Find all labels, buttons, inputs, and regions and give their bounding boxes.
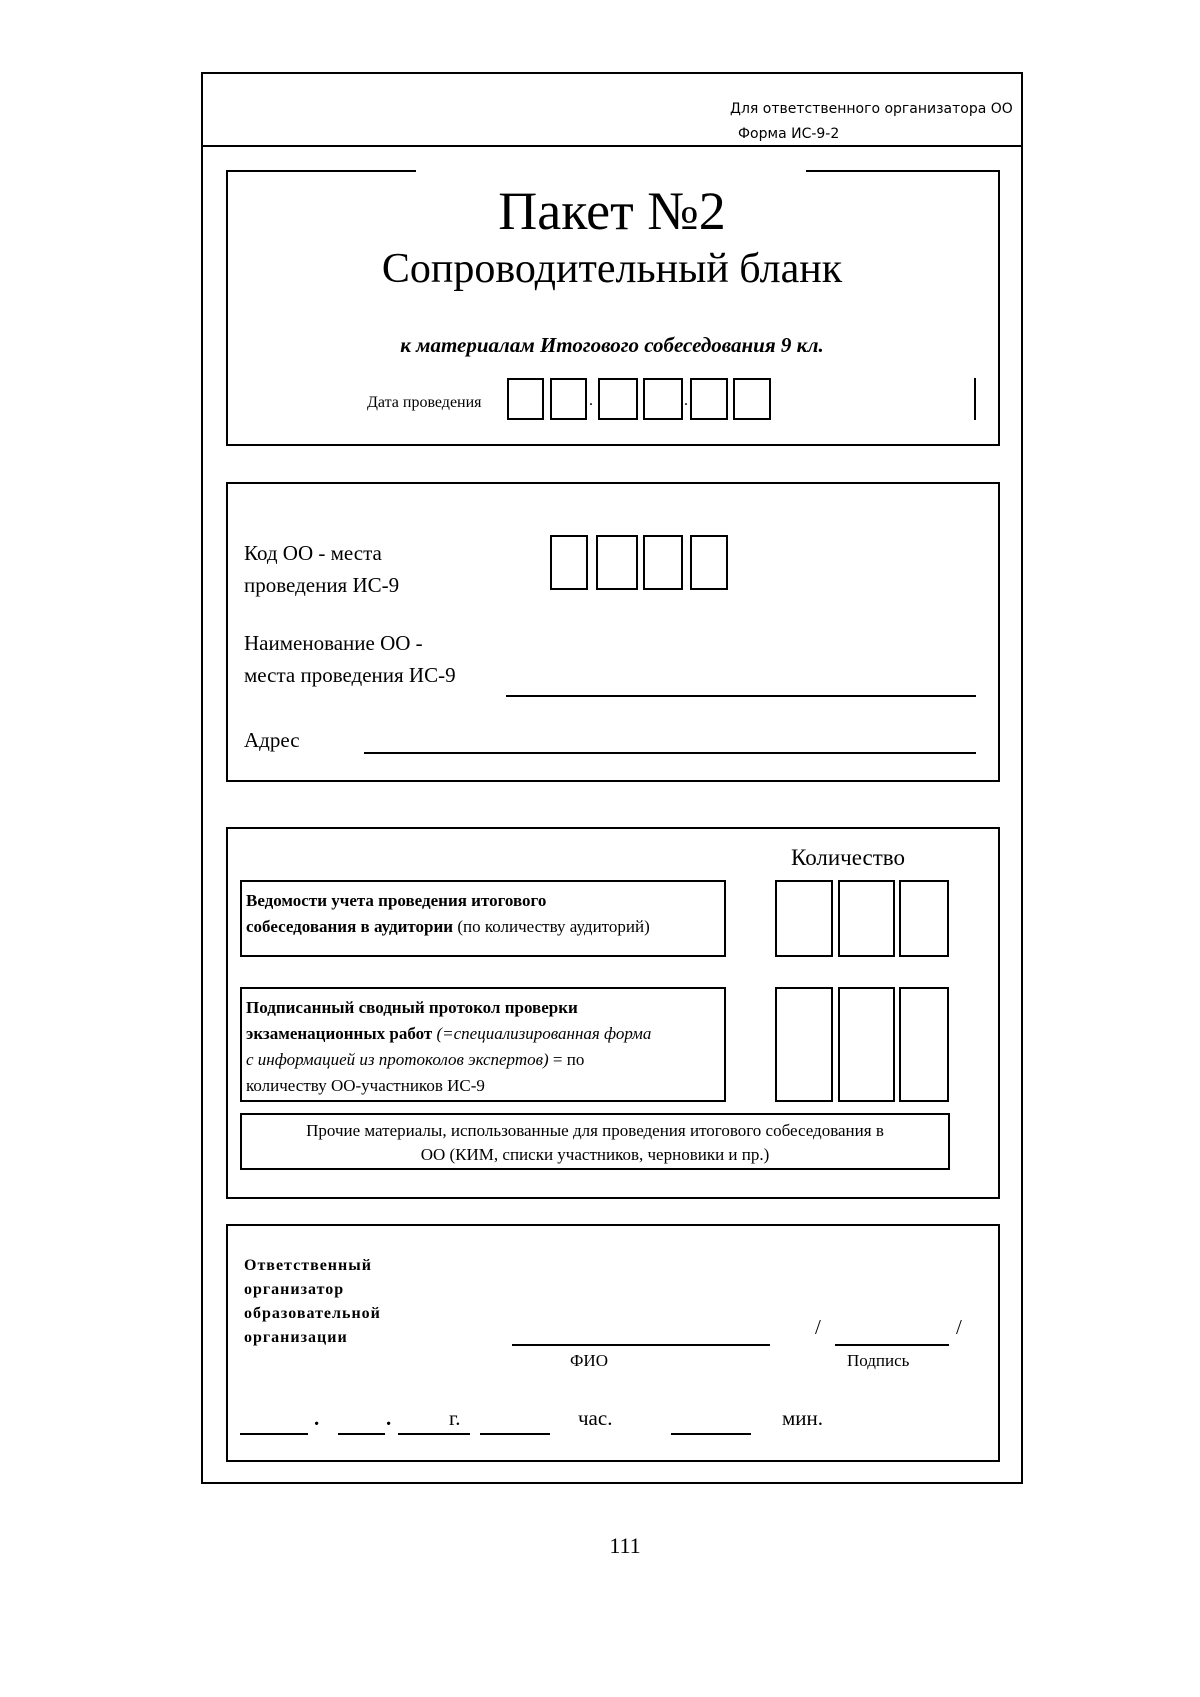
hours-field[interactable]	[480, 1433, 550, 1435]
protocol-qualifier-2: количеству ОО-участников ИС-9	[246, 1076, 485, 1095]
attendance-sheets-title-line1: Ведомости учета проведения итогового	[246, 891, 547, 910]
date-separator: .	[684, 392, 688, 409]
code-label-line2: проведения ИС-9	[244, 573, 400, 597]
attendance-sheets-qualifier: (по количеству аудиторий)	[457, 917, 650, 936]
protocol-item	[240, 987, 726, 1102]
other-materials-line1: Прочие материалы, использованные для проведения итогового собеседования в	[306, 1121, 884, 1140]
title-panel-mark	[974, 378, 976, 420]
minutes-label: мин.	[782, 1406, 824, 1430]
protocol-qty-digit-3[interactable]	[899, 987, 949, 1102]
code-label-line1: Код ОО - места	[244, 541, 382, 565]
signature-slash-left: /	[815, 1315, 821, 1339]
fio-label: ФИО	[570, 1351, 608, 1370]
form-subtitle: Сопроводительный бланк	[381, 246, 843, 292]
attendance-sheets-qty-digit-1[interactable]	[775, 880, 833, 957]
signature-label: Подпись	[847, 1351, 910, 1370]
date-month-digit-1[interactable]	[598, 378, 638, 420]
responsible-label-line4: организации	[244, 1329, 348, 1346]
date-label: Дата проведения	[367, 394, 482, 411]
date-year-field[interactable]	[398, 1433, 470, 1435]
attendance-sheets-qty-digit-2[interactable]	[838, 880, 895, 957]
fio-field[interactable]	[512, 1344, 770, 1346]
protocol-title-line2: экзаменационных работ	[246, 1024, 433, 1043]
protocol-qty-digit-2[interactable]	[838, 987, 895, 1102]
org-code-digit-1[interactable]	[550, 535, 588, 590]
date-year-digit-2[interactable]	[733, 378, 771, 420]
org-code-digit-3[interactable]	[643, 535, 683, 590]
date-month-field[interactable]	[338, 1433, 385, 1435]
attendance-sheets-title-line2: собеседования в аудитории	[246, 917, 454, 936]
signature-field[interactable]	[835, 1344, 949, 1346]
protocol-note-line1: (=специализированная форма	[436, 1024, 652, 1043]
minutes-field[interactable]	[671, 1433, 751, 1435]
date-separator: .	[589, 392, 593, 409]
date-day-field[interactable]	[240, 1433, 308, 1435]
date-day-digit-2[interactable]	[550, 378, 587, 420]
org-name-field[interactable]	[506, 695, 976, 697]
other-materials-line2: ОО (КИМ, списки участников, черновики и пр.)	[420, 1145, 770, 1164]
responsible-label-line3: образовательной	[244, 1305, 381, 1322]
package-title: Пакет №2	[498, 181, 726, 241]
title-panel-top-left-edge	[226, 170, 416, 172]
signature-slash-right: /	[956, 1315, 962, 1339]
org-code-digit-4[interactable]	[690, 535, 728, 590]
date-day-digit-1[interactable]	[507, 378, 544, 420]
page-number: 111	[609, 1533, 641, 1558]
quantity-label: Количество	[791, 845, 905, 870]
title-panel-top-right-edge	[806, 170, 1000, 172]
protocol-title-line1: Подписанный сводный протокол проверки	[246, 998, 578, 1017]
responsible-label-line2: организатор	[244, 1281, 345, 1298]
header-audience: Для ответственного организатора ОО	[730, 101, 1013, 117]
protocol-qualifier-1: = по	[552, 1050, 585, 1069]
protocol-note-line2: с информацией из протоколов экспертов)	[246, 1050, 549, 1069]
date-year-digit-1[interactable]	[690, 378, 728, 420]
header-divider	[201, 145, 1023, 147]
address-label: Адрес	[244, 728, 300, 752]
date-separator-2: .	[386, 1406, 392, 1430]
responsible-label	[244, 1254, 381, 1350]
address-field[interactable]	[364, 752, 976, 754]
attendance-sheets-qty-digit-3[interactable]	[899, 880, 949, 957]
date-month-digit-2[interactable]	[643, 378, 683, 420]
header-form-id: Форма ИС-9-2	[738, 126, 840, 142]
protocol-qty-digit-1[interactable]	[775, 987, 833, 1102]
name-label-line2: места проведения ИС-9	[244, 663, 456, 687]
org-code-digit-2[interactable]	[596, 535, 638, 590]
year-suffix: г.	[449, 1406, 461, 1430]
name-label-line1: Наименование ОО -	[244, 631, 423, 655]
form-note: к материалам Итогового собеседования 9 кл.	[400, 333, 824, 357]
date-separator-1: .	[314, 1406, 320, 1430]
attendance-sheets-item	[240, 880, 726, 957]
hours-label: час.	[578, 1406, 613, 1430]
other-materials-item	[240, 1113, 950, 1170]
responsible-label-line1: Ответственный	[244, 1257, 372, 1274]
